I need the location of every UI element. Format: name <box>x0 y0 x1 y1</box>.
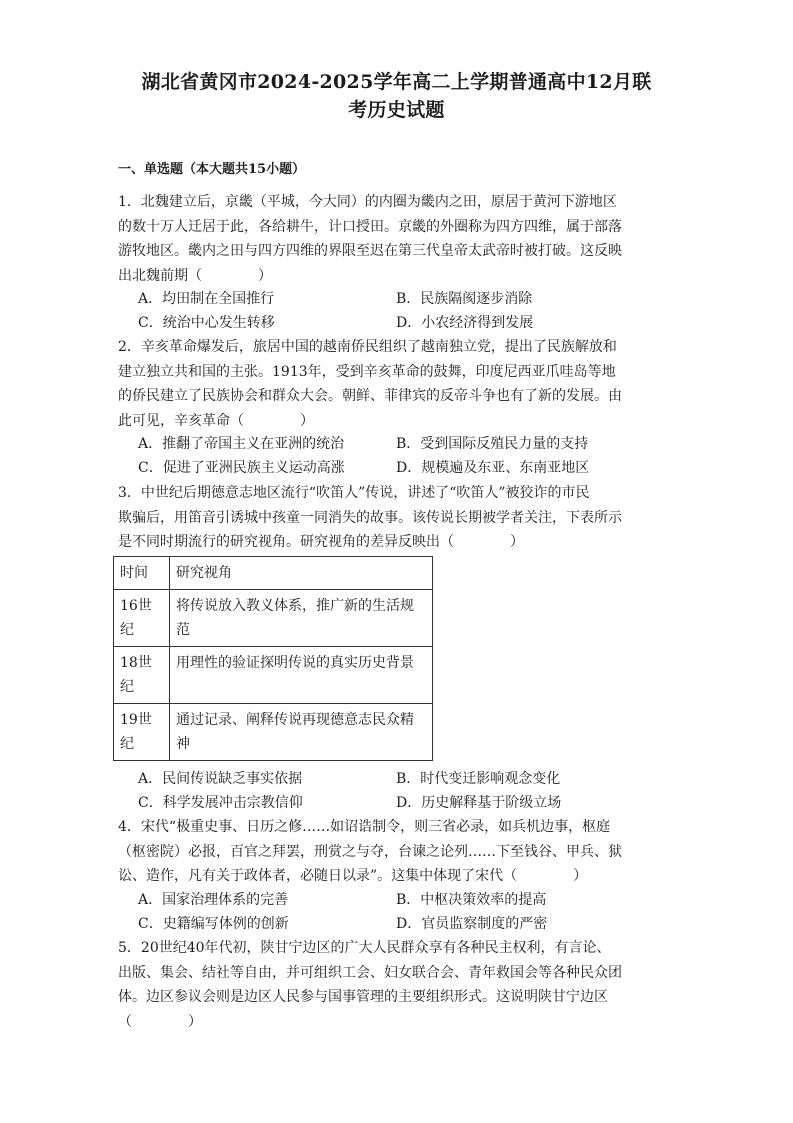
table-row <box>114 704 433 761</box>
question-3-options <box>138 767 678 815</box>
option-a[interactable]: A．均田制在全国推行 <box>138 291 275 307</box>
title-line-1: 湖北省黄冈市2024-2025学年高二上学期普通高中12月联 <box>141 71 652 93</box>
question-3 <box>118 481 678 555</box>
table-cell-time: 18世纪 <box>114 647 170 704</box>
research-perspective-table <box>113 556 433 761</box>
title-line-2: 考历史试题 <box>348 99 445 121</box>
option-a[interactable]: A．民间传说缺乏事实依据 <box>138 771 303 787</box>
question-text-line: 的数十万人迁居于此，各给耕牛，计口授田。京畿的外圈称为四方四维，属于部落 <box>118 218 622 235</box>
question-text-line: 欺骗后，用笛音引诱城中孩童一同消失的故事。该传说长期被学者关注，下表所示 <box>118 509 622 526</box>
question-5 <box>118 936 678 1034</box>
question-text-line: （枢密院）必报，百官之拜罢，刑赏之与夺，台谏之论列……下至钱谷、甲兵、狱 <box>118 843 622 860</box>
question-text-line: 此可见，辛亥革命（ ） <box>118 412 314 429</box>
option-b[interactable]: B．中枢决策效率的提高 <box>396 892 547 908</box>
question-text-line: 2．辛亥革命爆发后，旅居中国的越南侨民组织了越南独立党，提出了民族解放和 <box>118 339 617 355</box>
question-text-line: 游牧地区。畿内之田与四方四维的界限至迟在第三代皇帝太武帝时被打破。这反映 <box>118 243 622 259</box>
question-text-line: 讼、造作，凡有关于政体者，必随日以录”。这集中体现了宋代（ ） <box>118 868 588 884</box>
table-row <box>114 590 433 647</box>
exam-title <box>100 68 693 124</box>
option-c[interactable]: C．史籍编写体例的创新 <box>138 916 289 932</box>
question-1-options <box>138 287 678 335</box>
question-1 <box>118 190 678 288</box>
question-4-options <box>138 888 678 936</box>
table-cell-view: 将传说放入教义体系，推广新的生活规范 <box>170 590 433 647</box>
question-2 <box>118 335 678 433</box>
question-text-line: 是不同时期流行的研究视角。研究视角的差异反映出（ ） <box>118 534 524 550</box>
question-4 <box>118 815 678 889</box>
option-d[interactable]: D．小农经济得到发展 <box>396 315 534 331</box>
question-text-line: 建立独立共和国的主张。1913年，受到辛亥革命的鼓舞，印度尼西亚爪哇岛等地 <box>118 363 616 380</box>
table-row <box>114 647 433 704</box>
question-text-line: 1．北魏建立后，京畿（平城，今大同）的内圈为畿内之田，原居于黄河下游地区 <box>118 194 617 210</box>
question-text-line: 3．中世纪后期德意志地区流行“吹笛人”传说，讲述了“吹笛人”被狡诈的市民 <box>118 485 590 501</box>
table-header-cell: 时间 <box>114 557 170 590</box>
question-text-line: 4．宋代“极重史事、日历之修……如诏诰制令，则三省必录，如兵机边事，枢庭 <box>118 819 611 835</box>
question-text-line: 体。边区参议会则是边区人民参与国事管理的主要组织形式。这说明陕甘宁边区 <box>118 989 608 1005</box>
option-c[interactable]: C．科学发展冲击宗教信仰 <box>138 795 303 811</box>
question-2-options <box>138 432 678 480</box>
table-cell-view: 通过记录、阐释传说再现德意志民众精神 <box>170 704 433 761</box>
option-a[interactable]: A．推翻了帝国主义在亚洲的统治 <box>138 436 345 452</box>
option-c[interactable]: C．促进了亚洲民族主义运动高涨 <box>138 460 345 476</box>
table-header-cell: 研究视角 <box>170 557 433 590</box>
question-text-line: 出版、集会、结社等自由，并可组织工会、妇女联合会、青年救国会等各种民众团 <box>118 964 622 981</box>
option-d[interactable]: D．官员监察制度的严密 <box>396 916 548 932</box>
option-d[interactable]: D．历史解释基于阶级立场 <box>396 795 562 811</box>
question-text-line: 5．20世纪40年代初，陕甘宁边区的广大人民群众享有各种民主权利，有言论、 <box>118 940 611 956</box>
option-b[interactable]: B．民族隔阂逐步消除 <box>396 291 533 307</box>
option-c[interactable]: C．统治中心发生转移 <box>138 315 275 331</box>
table-cell-view: 用理性的验证探明传说的真实历史背景 <box>170 647 433 704</box>
option-a[interactable]: A．国家治理体系的完善 <box>138 892 289 908</box>
table-header-row <box>114 557 433 590</box>
question-text-line: 的侨民建立了民族协会和群众大会。朝鲜、菲律宾的反帝斗争也有了新的发展。由 <box>118 388 622 404</box>
table-cell-time: 19世纪 <box>114 704 170 761</box>
question-text-line: （ ） <box>118 1013 202 1030</box>
option-b[interactable]: B．受到国际反殖民力量的支持 <box>396 436 589 452</box>
option-b[interactable]: B．时代变迁影响观念变化 <box>396 771 561 787</box>
question-text-line: 出北魏前期（ ） <box>118 267 272 284</box>
table-cell-time: 16世纪 <box>114 590 170 647</box>
section-heading: 一、单选题（本大题共15小题） <box>118 162 306 177</box>
option-d[interactable]: D．规模遍及东亚、东南亚地区 <box>396 460 590 476</box>
